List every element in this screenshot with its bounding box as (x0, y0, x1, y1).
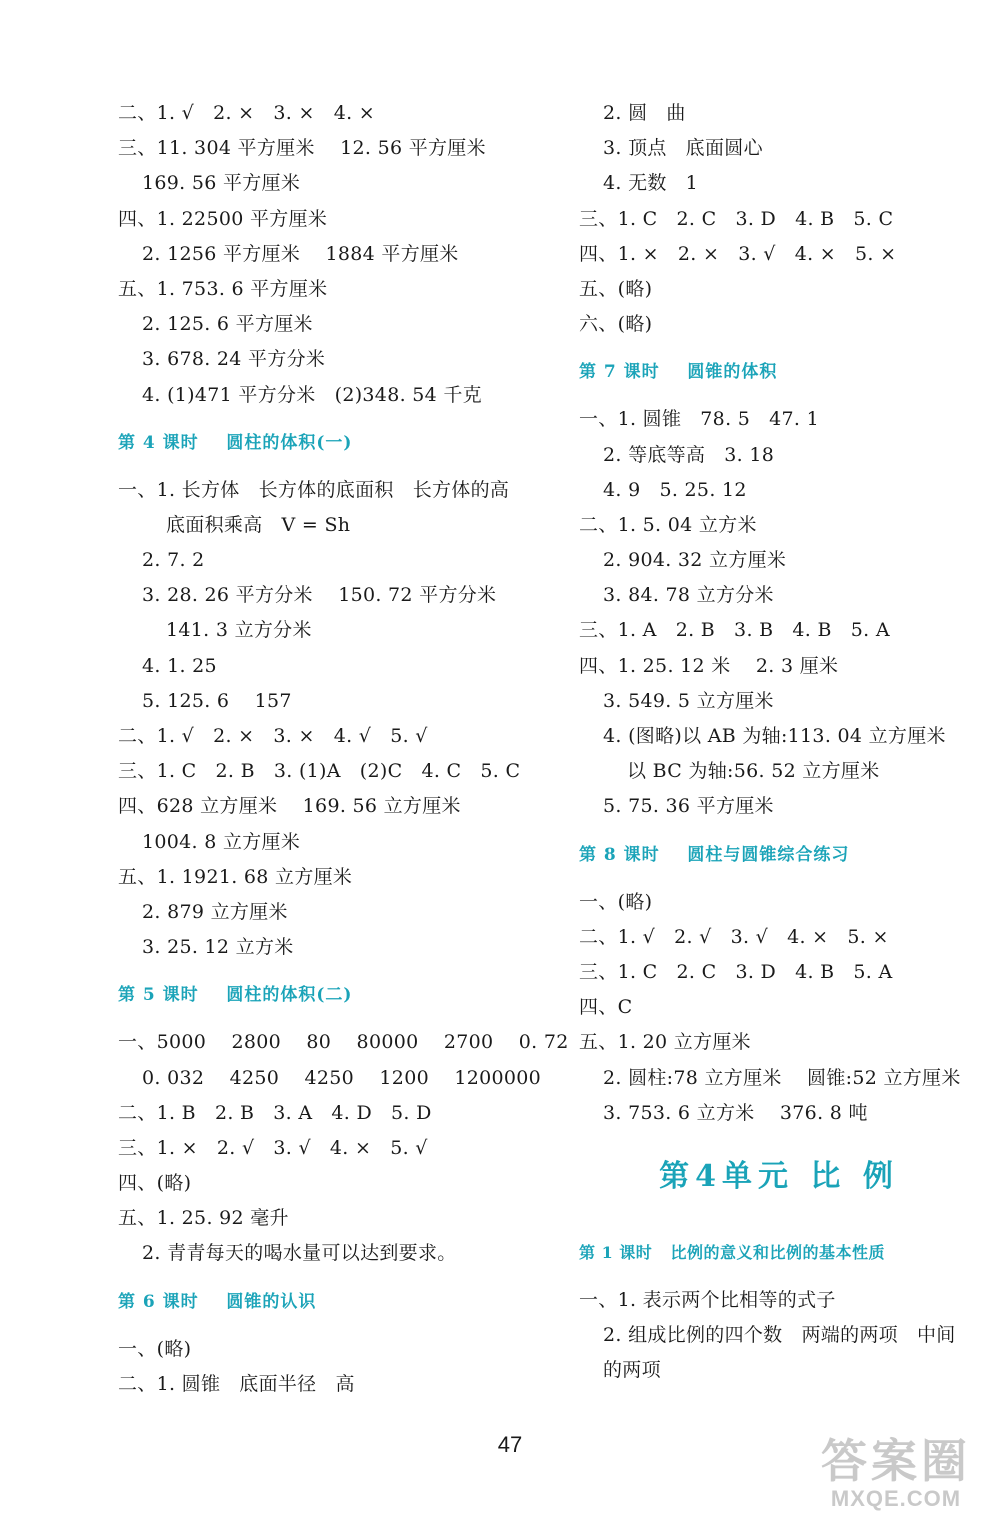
answer-line: 六、(略) (579, 313, 653, 336)
answer-line: 141. 3 立方分米 (166, 619, 312, 642)
answer-line: 5. 75. 36 平方厘米 (603, 795, 774, 818)
answer-line: 三、1. C 2. C 3. D 4. B 5. A (579, 960, 893, 983)
answer-line: 169. 56 平方厘米 (142, 172, 301, 195)
answer-line: 五、1. 20 立方厘米 (579, 1031, 751, 1054)
answer-line: 五、1. 25. 92 毫升 (118, 1207, 289, 1230)
answer-line: 四、1. 25. 12 米 2. 3 厘米 (579, 654, 839, 677)
left-column (118, 96, 569, 1402)
lesson-heading: 第 8 课时 圆柱与圆锥综合练习 (579, 844, 850, 865)
answer-line: 2. 125. 6 平方厘米 (142, 313, 313, 336)
right-column (579, 96, 979, 1388)
lesson-heading: 第 7 课时 圆锥的体积 (579, 362, 778, 383)
answer-line: 底面积乘高 V = Sh (166, 513, 351, 536)
page-number: 47 (497, 1432, 523, 1457)
answer-line: 2. 组成比例的四个数 两端的两项 中间 (603, 1324, 956, 1347)
answer-line: 3. 753. 6 立方米 376. 8 吨 (603, 1101, 868, 1124)
watermark-text: 答案圈 (821, 1435, 971, 1487)
answer-line: 五、1. 753. 6 平方厘米 (118, 277, 328, 300)
answer-line: 2. 879 立方厘米 (142, 900, 288, 923)
answer-line: 一、1. 长方体 长方体的底面积 长方体的高 (118, 478, 510, 501)
answer-line: 4. (1)471 平方分米 (2)348. 54 千克 (142, 383, 482, 406)
answer-line: 的两项 (603, 1359, 661, 1382)
answer-line: 4. (图略)以 AB 为轴:113. 04 立方厘米 (603, 725, 946, 747)
answer-line: 一、1. 圆锥 78. 5 47. 1 (579, 408, 819, 431)
lesson-heading: 第 4 课时 圆柱的体积(一) (118, 432, 353, 453)
answer-line: 2. 等底等高 3. 18 (603, 443, 775, 466)
answer-line: 3. 25. 12 立方米 (142, 936, 294, 959)
answer-line: 二、1. 5. 04 立方米 (579, 513, 757, 536)
answer-line: 4. 9 5. 25. 12 (603, 478, 747, 501)
answer-line: 五、(略) (579, 277, 653, 300)
answer-line: 2. 圆 曲 (603, 102, 686, 124)
lesson-heading: 第 6 课时 圆锥的认识 (118, 1291, 317, 1312)
answer-line: 四、1. × 2. × 3. √ 4. × 5. × (579, 242, 897, 265)
answer-line: 五、1. 1921. 68 立方厘米 (118, 865, 353, 888)
answer-line: 二、1. 圆锥 底面半径 高 (118, 1372, 355, 1395)
answer-line: 三、1. C 2. C 3. D 4. B 5. C (579, 207, 894, 230)
answer-line: 2. 7. 2 (142, 549, 205, 572)
answer-line: 3. 549. 5 立方厘米 (603, 689, 774, 712)
answer-line: 4. 1. 25 (142, 654, 217, 677)
answer-line: 0. 032 4250 4250 1200 1200000 (142, 1066, 542, 1089)
answer-line: 2. 青青每天的喝水量可以达到要求。 (142, 1242, 457, 1265)
answer-line: 一、5000 2800 80 80000 2700 0. 72 (118, 1031, 569, 1054)
answer-line: 二、1. √ 2. √ 3. √ 4. × 5. × (579, 925, 889, 948)
answer-line: 二、1. √ 2. × 3. × 4. × (118, 102, 375, 124)
answer-line: 3. 678. 24 平方分米 (142, 348, 326, 371)
answer-line: 3. 84. 78 立方分米 (603, 584, 774, 607)
answer-line: 2. 1256 平方厘米 1884 平方厘米 (142, 242, 459, 265)
answer-line: 三、1. × 2. √ 3. √ 4. × 5. √ (118, 1136, 428, 1159)
answer-line: 4. 无数 1 (603, 172, 699, 195)
answer-line: 三、11. 304 平方厘米 12. 56 平方厘米 (118, 137, 486, 160)
lesson-heading: 第 5 课时 圆柱的体积(二) (118, 985, 353, 1006)
watermark-logo (806, 1436, 986, 1512)
answer-line: 一、(略) (118, 1337, 192, 1360)
answer-line: 1004. 8 立方厘米 (142, 830, 301, 853)
answer-line: 2. 圆柱:78 立方厘米 圆锥:52 立方厘米 (603, 1066, 961, 1089)
answer-line: 3. 28. 26 平方分米 150. 72 平方分米 (142, 584, 497, 607)
answer-line: 四、C (579, 996, 633, 1019)
answer-line: 一、1. 表示两个比相等的式子 (579, 1288, 836, 1311)
answer-line: 二、1. √ 2. × 3. × 4. √ 5. √ (118, 725, 428, 747)
lesson-heading: 第 1 课时 比例的意义和比例的基本性质 (579, 1242, 885, 1262)
answer-line: 以 BC 为轴:56. 52 立方厘米 (627, 760, 880, 783)
answer-line: 四、628 立方厘米 169. 56 立方厘米 (118, 795, 461, 818)
unit-title: 第4单元 比 例 (659, 1158, 899, 1194)
answer-line: 二、1. B 2. B 3. A 4. D 5. D (118, 1101, 432, 1124)
watermark-url: MXQE.COM (830, 1486, 962, 1511)
answer-line: 三、1. C 2. B 3. (1)A (2)C 4. C 5. C (118, 760, 521, 783)
answer-line: 四、(略) (118, 1172, 192, 1195)
answer-line: 3. 顶点 底面圆心 (603, 137, 763, 160)
answer-line: 一、(略) (579, 890, 653, 913)
answer-line: 三、1. A 2. B 3. B 4. B 5. A (579, 619, 890, 642)
answer-line: 5. 125. 6 157 (142, 689, 292, 712)
answer-line: 2. 904. 32 立方厘米 (603, 549, 787, 572)
answer-line: 四、1. 22500 平方厘米 (118, 207, 328, 230)
